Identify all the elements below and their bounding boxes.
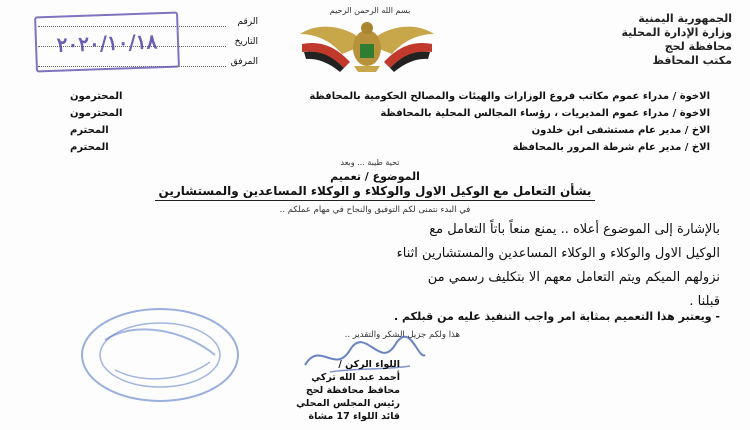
addressee-honorific: المحترمون [70, 91, 123, 102]
signatory-title: محافظ محافظة لحج [305, 385, 400, 396]
addressee-text: مدراء عموم مكاتب فروع الوزارات والهيئات والمصالح الحكومية بالمحافظة [309, 91, 670, 102]
yemen-emblem-icon [292, 14, 442, 78]
signatory-name: أحمد عبد الله تركي [311, 372, 400, 383]
addressee-honorific: المحترم [70, 142, 109, 153]
org-line-office: مكتب المحافظ [652, 54, 732, 67]
greeting: تحية طيبة ... وبعد [340, 158, 400, 167]
opening-line: في البدء نتمنى لكم التوفيق والنجاح في مهام عملكم .. [279, 205, 471, 215]
signatory-rank: اللواء الركن / [338, 359, 400, 370]
addressee-line [190, 105, 710, 122]
addressee-prefix: الاخوة / [672, 91, 710, 102]
signatory-block [200, 358, 400, 423]
subject-line: بشأن التعامل مع الوكيل الاول والوكلاء و الوكلاء المساعدين والمستشارين [158, 184, 592, 198]
org-line-governorate: محافظة لحج [664, 40, 732, 53]
meta-number-label: الرقم [237, 17, 258, 27]
addressee-honorific: المحترمون [70, 108, 123, 119]
subject-title: الموضوع / تعميم [330, 170, 420, 183]
addressee-line [190, 88, 710, 105]
addressee-prefix: الاخوة / [672, 108, 710, 119]
addressee-text: مدير عام مستشفى ابن خلدون [531, 125, 682, 136]
addressee-list [70, 88, 710, 156]
addressee-row [70, 105, 710, 122]
body-line: بالإشارة إلى الموضوع أعلاه .. يمنع منعاً باتاً التعامل مع [429, 222, 720, 237]
addressee-honorific: المحترم [70, 125, 109, 136]
org-line-ministry: وزارة الإدارة المحلية [621, 26, 732, 39]
body-line: الوكيل الاول والوكلاء و الوكلاء المساعدين والمستشارين اثناء [396, 246, 720, 261]
addressee-prefix: الاخ / [684, 125, 710, 136]
meta-attachments-label: المرفق [230, 57, 258, 67]
meta-date-label: التاريخ [234, 37, 258, 47]
closing-statement: - ويعتبر هذا التعميم بمثابة امر واجب التنفيذ عليه من قبلكم . [394, 310, 720, 323]
org-header [562, 12, 732, 68]
body-line: قبلنا . [689, 294, 720, 309]
basmala: بسم الله الرحمن الرحيم [329, 6, 411, 15]
thanks-line: هذا ولكم جزيل الشكر والتقدير .. [344, 330, 460, 340]
addressee-row [70, 122, 710, 139]
addressee-line [190, 139, 710, 156]
addressee-row [70, 88, 710, 105]
addressee-text: مدراء عموم المديريات ، رؤساء المجالس المحلية بالمحافظة [380, 108, 670, 119]
signatory-title: رئيس المجلس المحلي [296, 398, 400, 409]
body-line: نزولهم الميكم ويتم التعامل معهم الا بتكليف رسمي من [427, 270, 720, 285]
addressee-text: مدير عام شرطة المرور بالمحافظة [512, 142, 682, 153]
addressee-prefix: الاخ / [684, 142, 710, 153]
date-stamp: ٢٠٢٠/١٠/١٨ [34, 12, 180, 73]
addressee-row [70, 139, 710, 156]
addressee-line [190, 122, 710, 139]
subject-underline [155, 200, 595, 201]
signatory-title: قائد اللواء 17 مشاة [308, 411, 400, 422]
org-line-country: الجمهورية اليمنية [638, 12, 732, 25]
